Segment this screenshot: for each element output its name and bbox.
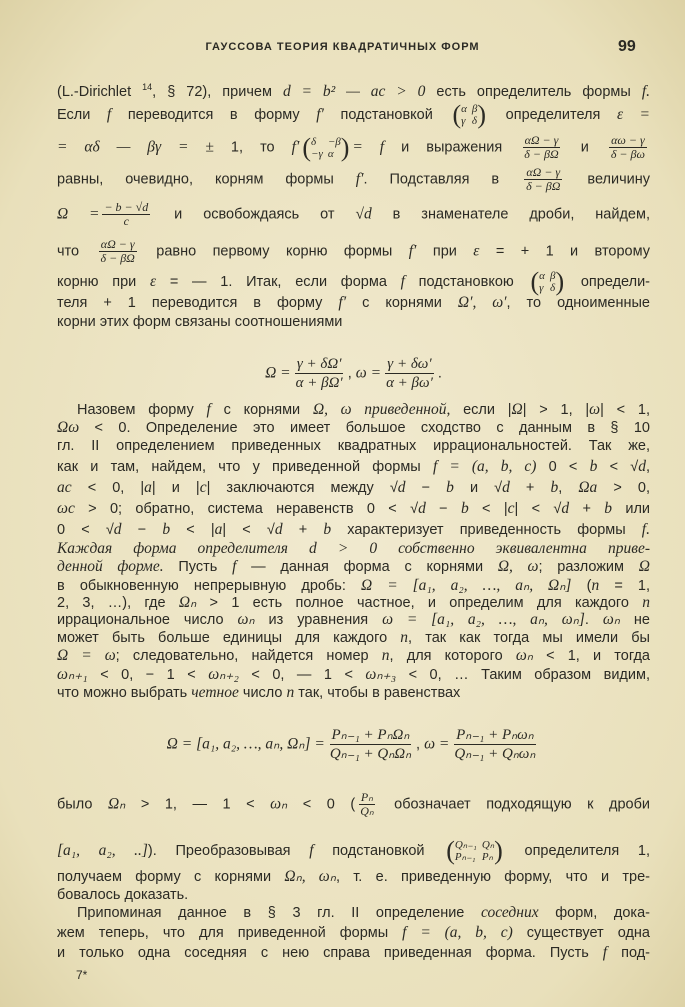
fraction <box>99 238 137 265</box>
text-run: < 0. Определение это имеет большое сходство с данным в § 10 <box>79 420 650 436</box>
math-italic: денной форме. <box>57 558 164 575</box>
math-italic: f <box>232 558 237 575</box>
matrix-grid <box>461 103 477 127</box>
text-run: и только одна соседняя с нею справа приведенная форма. Пусть <box>57 945 603 961</box>
text-run: определи- <box>567 273 651 290</box>
matrix-entry: α <box>327 147 334 160</box>
fraction-numerator: γ + δω′ <box>387 356 432 372</box>
fraction <box>452 726 537 763</box>
math-italic: b <box>604 500 613 517</box>
text-run: = 1, <box>599 578 651 594</box>
math-italic: b <box>550 479 559 496</box>
math-italic: ωₙ <box>602 611 620 628</box>
text-line <box>57 944 650 962</box>
text-line <box>57 313 650 331</box>
math-italic: d <box>502 479 510 496</box>
math-italic: b <box>323 521 332 538</box>
text-run: существует одна <box>512 925 650 941</box>
matrix-entry: Pₙ <box>481 851 493 863</box>
math-italic: a <box>214 521 223 538</box>
text-run: или <box>612 501 651 517</box>
text-run: бовалось доказать. <box>57 887 189 903</box>
text-run: , для которого <box>389 648 516 664</box>
text-run: < | <box>468 501 508 517</box>
math-italic: Ω′, ω′ <box>457 294 507 311</box>
text-run: , то одноименные <box>506 295 650 311</box>
text-run: есть определитель формы <box>425 83 642 100</box>
math-italic: f. <box>641 82 651 100</box>
text-line <box>57 78 650 101</box>
text-run: определителя 1, <box>505 842 651 859</box>
text-run: при <box>416 243 474 260</box>
math-italic: четное <box>191 684 239 701</box>
text-run: < 0, | <box>71 480 145 496</box>
text-run: | < √ <box>514 501 562 517</box>
page-number: 99 <box>618 38 636 55</box>
text-run: обозначает подходящую к дроби <box>378 796 651 813</box>
matrix-entry: α <box>539 270 545 282</box>
math-italic: ac <box>57 479 72 496</box>
text-line <box>57 401 650 419</box>
matrix-entry: δ <box>471 115 478 127</box>
text-run: величину <box>565 171 650 188</box>
math-italic: f′ <box>408 242 417 260</box>
text-run: | < 1, <box>600 402 650 418</box>
math-italic: Ωₙ <box>107 795 126 813</box>
right-paren: ) <box>340 132 350 162</box>
text-line <box>57 201 650 228</box>
text-run: , <box>347 365 356 382</box>
text-line <box>57 684 650 702</box>
text-run: ). Преобразовывая <box>147 842 310 859</box>
text-run: корни этих форм связаны соотношениями <box>57 314 343 330</box>
left-paren: ( <box>530 267 540 296</box>
text-line <box>57 594 650 612</box>
text-run: как и там, найдем, что у приведенной формы <box>57 459 433 475</box>
text-run: < 0, — 1 < <box>238 667 366 683</box>
text-run: = — 1. Итак, если форма <box>156 273 401 290</box>
text-run: , <box>646 459 651 475</box>
fraction-denominator: α + βΩ′ <box>295 375 343 391</box>
left-paren: ( <box>302 132 312 162</box>
math-italic: [a₁, a₂, ..] <box>57 841 148 859</box>
text-line <box>57 611 650 629</box>
matrix-entry: Qₙ₋₁ <box>454 839 477 851</box>
math-italic: f = (a, b, c) <box>432 458 537 475</box>
fraction-denominator: α + βω′ <box>386 375 433 391</box>
fraction-numerator: Pₙ <box>360 790 373 804</box>
text-run: | < √ <box>222 522 275 538</box>
math-italic: f <box>309 841 314 859</box>
text-run: < √ <box>597 459 639 475</box>
math-italic: Ωₙ, ωₙ <box>284 868 336 885</box>
text-run: равно первому корню формы <box>139 243 409 260</box>
math-italic: f′ <box>291 138 300 156</box>
text-run: < 1, и тогда <box>532 648 650 664</box>
math-italic: ωₙ₊₁ <box>57 666 88 683</box>
text-run: корню при <box>57 273 151 290</box>
text-run: < 0 ( <box>287 796 356 813</box>
text-line <box>57 666 650 684</box>
text-run: ; разложим <box>538 559 639 575</box>
text-run: + <box>282 522 324 538</box>
math-italic: f = (a, b, c) <box>402 924 513 941</box>
math-italic: c <box>507 500 515 517</box>
text-run: Если <box>57 106 107 123</box>
math-italic: Ω <box>638 558 650 575</box>
text-run: было <box>57 796 108 813</box>
text-line <box>57 238 650 265</box>
math-italic: Ωa <box>578 479 598 496</box>
substitution-matrix <box>302 132 350 162</box>
math-italic: n <box>591 577 600 594</box>
text-run: ; следовательно, найдется номер <box>115 648 382 664</box>
math-italic: b <box>460 500 469 517</box>
matrix-entry: Pₙ₋₁ <box>454 851 476 863</box>
text-run: . <box>584 612 603 628</box>
math-italic: d <box>274 521 283 538</box>
math-italic: ω = [a₁, a₂, …, aₙ, ωₙ] <box>382 611 585 628</box>
text-line <box>57 419 650 437</box>
right-paren: ) <box>555 267 565 296</box>
math-italic: a <box>144 479 152 496</box>
text-run: 0 < √ <box>57 522 114 538</box>
matrix-entry: γ <box>461 115 466 127</box>
fraction-numerator: Pₙ₋₁ + Pₙωₙ <box>456 727 534 743</box>
text-run: 1, то <box>213 139 292 156</box>
matrix-entry: β <box>549 270 556 282</box>
matrix-entry: δ <box>311 135 317 148</box>
fraction-denominator: δ − βΩ <box>524 147 559 161</box>
text-run: что <box>57 243 96 260</box>
math-italic: Ω = [a₁, a₂, …, aₙ, Ωₙ] <box>361 577 572 594</box>
matrix-grid <box>311 136 341 160</box>
signature-mark: 7* <box>76 968 88 982</box>
fraction-denominator: δ − βΩ <box>526 179 561 193</box>
text-line <box>57 577 650 595</box>
matrix-grid <box>539 270 555 294</box>
math-italic: Ωₙ <box>178 594 197 611</box>
fraction-numerator: αΩ − γ <box>526 165 561 179</box>
substitution-matrix <box>452 102 486 128</box>
matrix-grid <box>455 839 494 863</box>
matrix-entry: α <box>461 103 467 115</box>
math-italic: Ω, ω <box>497 558 539 575</box>
text-run: под- <box>607 945 651 961</box>
math-italic: f′ <box>355 170 364 188</box>
text-run: в знаменателе дроби, найдем, <box>371 206 650 223</box>
math-italic: ωₙ <box>270 795 288 813</box>
math-italic: f <box>400 272 405 290</box>
text-line <box>57 886 650 904</box>
math-italic: Ω = <box>265 364 291 382</box>
fraction <box>524 166 562 193</box>
fraction-numerator: − b − √d <box>104 200 149 214</box>
matrix-entry: δ <box>549 282 556 294</box>
text-run: + <box>569 501 605 517</box>
fraction-denominator: δ − βΩ <box>100 251 135 265</box>
text-line <box>57 458 650 476</box>
text-run: переводится в форму <box>111 106 317 123</box>
fraction <box>358 791 375 818</box>
math-italic: n <box>400 629 409 646</box>
text-run: и выражения <box>384 139 520 156</box>
math-italic: f <box>106 105 112 123</box>
fraction-denominator: Qₙ <box>360 804 374 818</box>
substitution-matrix <box>531 269 565 295</box>
text-run: так, чтобы в равенствах <box>294 685 461 701</box>
math-italic: f <box>602 944 608 961</box>
fraction-denominator: Qₙ₋₁ + QₙΩₙ <box>329 746 412 762</box>
text-run: не <box>619 612 650 628</box>
text-run: > 1 есть полное частное, и определим для каждого <box>196 595 643 611</box>
text-run: жем теперь, что для приведенной формы <box>57 925 403 941</box>
text-run: Пусть <box>163 559 233 575</box>
text-run: > 0; обратно, система неравенств 0 < √ <box>74 501 419 517</box>
display-formula <box>57 726 650 763</box>
text-run: , <box>416 736 425 753</box>
math-italic: ω = <box>355 364 382 382</box>
fraction <box>328 726 413 763</box>
text-run: = + 1 и второму <box>479 243 650 260</box>
text-run: что можно выбрать <box>57 685 192 701</box>
text-run: может быть больше единицы для каждого <box>57 630 401 646</box>
text-line <box>57 437 650 455</box>
text-run: подстановкою <box>404 273 528 290</box>
math-italic: ω = <box>424 735 450 753</box>
right-paren: ) <box>477 100 487 129</box>
text-run: < 0, − 1 < <box>87 667 209 683</box>
text-run: , § 72), причем <box>152 83 283 100</box>
math-italic: b <box>162 521 171 538</box>
math-italic: = f <box>352 138 385 156</box>
text-run: и √ <box>453 480 503 496</box>
fraction <box>102 201 150 228</box>
text-line <box>57 791 650 818</box>
text-run: получаем форму с корнями <box>57 869 285 885</box>
text-line <box>57 924 650 942</box>
fraction-numerator: Pₙ₋₁ + PₙΩₙ <box>331 727 410 743</box>
text-run: Назовем форму <box>77 402 207 418</box>
fraction-numerator: γ + δΩ′ <box>296 356 342 372</box>
math-italic: Ω = ω <box>57 647 116 664</box>
text-run: с корнями <box>210 402 313 418</box>
text-line <box>57 500 650 518</box>
math-italic: ωₙ₊₂ <box>208 666 239 683</box>
math-italic: соседних <box>481 904 539 921</box>
math-italic: f′ <box>316 105 324 123</box>
text-run: из уравнения <box>254 612 383 628</box>
text-line <box>57 558 650 576</box>
text-run: . Подставляя в <box>363 171 522 188</box>
math-italic: d <box>418 500 426 517</box>
math-italic: Ω, ω приведенной, <box>312 401 451 418</box>
text-run: теля + 1 переводится в форму <box>57 295 339 311</box>
text-run: подстановкой <box>313 842 444 859</box>
math-italic: Каждая форма определителя d > 0 собственно эквивалентна приве- <box>57 540 650 557</box>
text-line <box>57 629 650 647</box>
matrix-entry: γ <box>539 282 544 294</box>
text-run: гл. II определением приведенных квадратных иррациональностей. Так же, <box>57 438 650 454</box>
math-italic: n <box>381 647 390 664</box>
math-italic: n <box>286 684 295 701</box>
display-formula <box>57 355 650 392</box>
text-run: форм, дока- <box>538 905 650 921</box>
fraction-denominator: Qₙ₋₁ + Qₙωₙ <box>454 746 536 762</box>
math-italic: d <box>561 500 570 517</box>
text-run: с корнями <box>346 295 458 311</box>
matrix-entry: −β <box>327 135 341 148</box>
math-italic: ωₙ <box>515 647 533 664</box>
matrix-entry: Qₙ <box>481 839 495 851</box>
math-italic: d <box>397 479 406 496</box>
math-italic: Ω <box>511 401 523 418</box>
text-run: < 0, … Таким образом видим, <box>396 667 650 683</box>
fraction-numerator: αΩ − γ <box>524 133 559 147</box>
fraction <box>609 134 647 161</box>
text-run: > 0, <box>597 480 650 496</box>
text-run: иррациональное число <box>57 612 238 628</box>
math-italic: b <box>446 479 454 496</box>
fraction-numerator: αω − γ <box>611 133 645 147</box>
math-italic: Ω = [a₁, a₂, …, aₙ, Ωₙ] = <box>166 735 325 753</box>
text-run: подстановкой <box>323 106 450 123</box>
math-italic: b <box>589 458 598 475</box>
math-italic: f′ <box>338 294 347 311</box>
left-paren: ( <box>452 100 462 129</box>
fraction <box>522 134 560 161</box>
fraction <box>384 355 435 392</box>
math-italic: ωc <box>57 500 75 517</box>
text-run: равны, очевидно, корням формы <box>57 171 356 188</box>
fraction-numerator: αΩ − γ <box>100 237 135 251</box>
text-run: ( <box>571 578 592 594</box>
text-line <box>57 166 650 193</box>
fraction-denominator: c <box>123 214 129 228</box>
math-italic: ωₙ₊₃ <box>365 666 397 683</box>
text-run: (L.-Dirichlet <box>57 83 143 100</box>
math-italic: √d <box>355 205 372 223</box>
text-run: > 1, — 1 < <box>125 796 271 813</box>
right-paren: ) <box>494 836 503 865</box>
math-italic: = αδ — βγ = ± <box>57 138 214 156</box>
math-italic: f <box>206 401 211 418</box>
matrix-entry: β <box>471 103 478 115</box>
math-italic: ε <box>473 242 480 260</box>
text-run: в обыкновенную непрерывную дробь: <box>57 578 362 594</box>
math-italic: f. <box>641 521 650 538</box>
matrix-entry: −γ <box>311 147 323 160</box>
text-run: и <box>563 139 606 156</box>
math-italic: ωₙ <box>237 611 255 628</box>
text-line <box>57 647 650 665</box>
text-line <box>57 479 650 497</box>
text-line <box>57 269 650 295</box>
text-run: < | <box>170 522 215 538</box>
text-line <box>57 134 650 161</box>
text-run: | > 1, | <box>522 402 590 418</box>
math-italic: Ωω <box>57 419 80 436</box>
math-italic: c <box>199 479 207 496</box>
math-italic: ε = <box>616 105 650 123</box>
text-run: − <box>121 522 163 538</box>
math-italic: d <box>113 521 122 538</box>
running-header: ГАУССОВА ТЕОРИЯ КВАДРАТИЧНЫХ ФОРМ <box>205 41 480 53</box>
text-run: − <box>425 501 461 517</box>
text-run: | заключаются между √ <box>206 480 398 496</box>
fraction <box>294 355 345 392</box>
text-run: Припоминая данное в § 3 гл. II определение <box>77 905 482 921</box>
substitution-matrix <box>446 838 503 864</box>
text-run: и освобождаясь от <box>153 206 356 223</box>
fraction-denominator: δ − βω <box>610 147 645 161</box>
text-line <box>57 102 650 128</box>
text-run: − <box>405 480 447 496</box>
text-line <box>57 838 650 864</box>
math-italic: ε <box>150 272 157 290</box>
text-line <box>57 540 650 558</box>
text-run: — данная форма с корнями <box>236 559 498 575</box>
text-run: если | <box>450 402 512 418</box>
text-run: 0 < <box>536 459 590 475</box>
text-line <box>57 868 650 886</box>
text-run: , <box>558 480 579 496</box>
text-line <box>57 294 650 312</box>
footnote-ref: 14 <box>142 82 153 92</box>
text-line <box>57 904 650 922</box>
math-italic: d <box>638 458 646 475</box>
math-italic: ω <box>589 401 601 418</box>
text-run: характеризует приведенность формы <box>331 522 642 538</box>
text-run: , т. е. приведенную форму, что и тре- <box>335 869 650 885</box>
left-paren: ( <box>446 836 455 865</box>
text-run: + <box>509 480 551 496</box>
text-line <box>57 521 650 539</box>
math-italic: Ω = <box>57 205 100 223</box>
text-run: | и | <box>151 480 200 496</box>
math-italic: n <box>642 594 650 611</box>
text-run: определителя <box>489 106 617 123</box>
text-run: , так как тогда мы имели бы <box>408 630 650 646</box>
text-run: . <box>437 365 442 382</box>
text-run: число <box>238 685 287 701</box>
math-italic: d = b² — ac > 0 <box>282 82 426 100</box>
text-run: 2, 3, …), где <box>57 595 179 611</box>
